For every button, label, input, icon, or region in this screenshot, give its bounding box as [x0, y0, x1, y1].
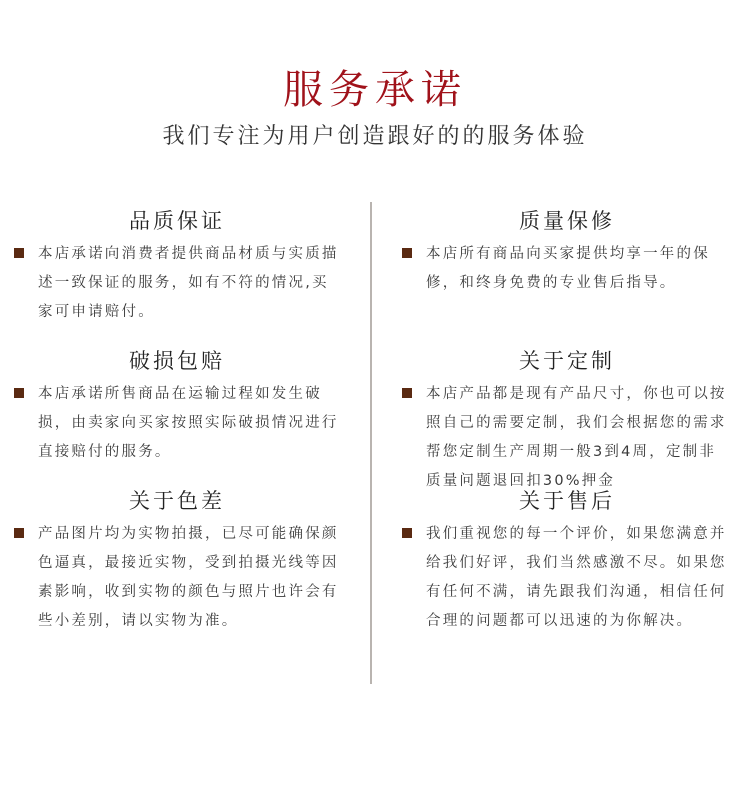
- section-title: 关于定制: [519, 349, 615, 373]
- section-after-sales: [402, 486, 732, 636]
- square-bullet-icon: [14, 528, 24, 538]
- section-text: 产品图片均为实物拍摄，已尽可能确保颜色逼真，最接近实物，受到拍摄光线等因素影响，收到实物的颜色与照片也许会有些小差别，请以实物为准。: [38, 526, 339, 629]
- section-text: 本店所有商品向买家提供均享一年的保修，和终身免费的专业售后指导。: [426, 246, 710, 291]
- section-text: 本店承诺所售商品在运输过程如发生破损，由卖家向买家按照实际破损情况进行直接赔付的服务。: [38, 386, 339, 460]
- square-bullet-icon: [402, 248, 412, 258]
- square-bullet-icon: [14, 248, 24, 258]
- section-quality-guarantee: [14, 206, 340, 327]
- square-bullet-icon: [402, 528, 412, 538]
- square-bullet-icon: [14, 388, 24, 398]
- section-text: 本店产品都是现有产品尺寸，你也可以按照自己的需要定制，我们会根据您的需求帮您定制生产周期一般3到4周，定制非质量问题退回扣30%押金: [426, 386, 727, 489]
- section-warranty: [402, 206, 732, 298]
- column-divider: [370, 202, 372, 684]
- section-color-difference: [14, 486, 340, 636]
- section-title: 关于售后: [519, 489, 615, 513]
- section-damage-compensation: [14, 346, 340, 467]
- section-customization: [402, 346, 732, 496]
- page-title: 服务承诺: [283, 67, 467, 113]
- section-title: 品质保证: [129, 209, 225, 233]
- section-text: 本店承诺向消费者提供商品材质与实质描述一致保证的服务，如有不符的情况,买家可申请赔付。: [38, 246, 339, 320]
- section-title: 质量保修: [519, 209, 615, 233]
- square-bullet-icon: [402, 388, 412, 398]
- page-subtitle: 我们专注为用户创造跟好的的服务体验: [162, 124, 588, 149]
- section-title: 关于色差: [129, 489, 225, 513]
- section-title: 破损包赔: [129, 349, 225, 373]
- section-text: 我们重视您的每一个评价，如果您满意并给我们好评，我们当然感激不尽。如果您有任何不满，请先跟我们沟通，相信任何合理的问题都可以迅速的为你解决。: [426, 526, 727, 629]
